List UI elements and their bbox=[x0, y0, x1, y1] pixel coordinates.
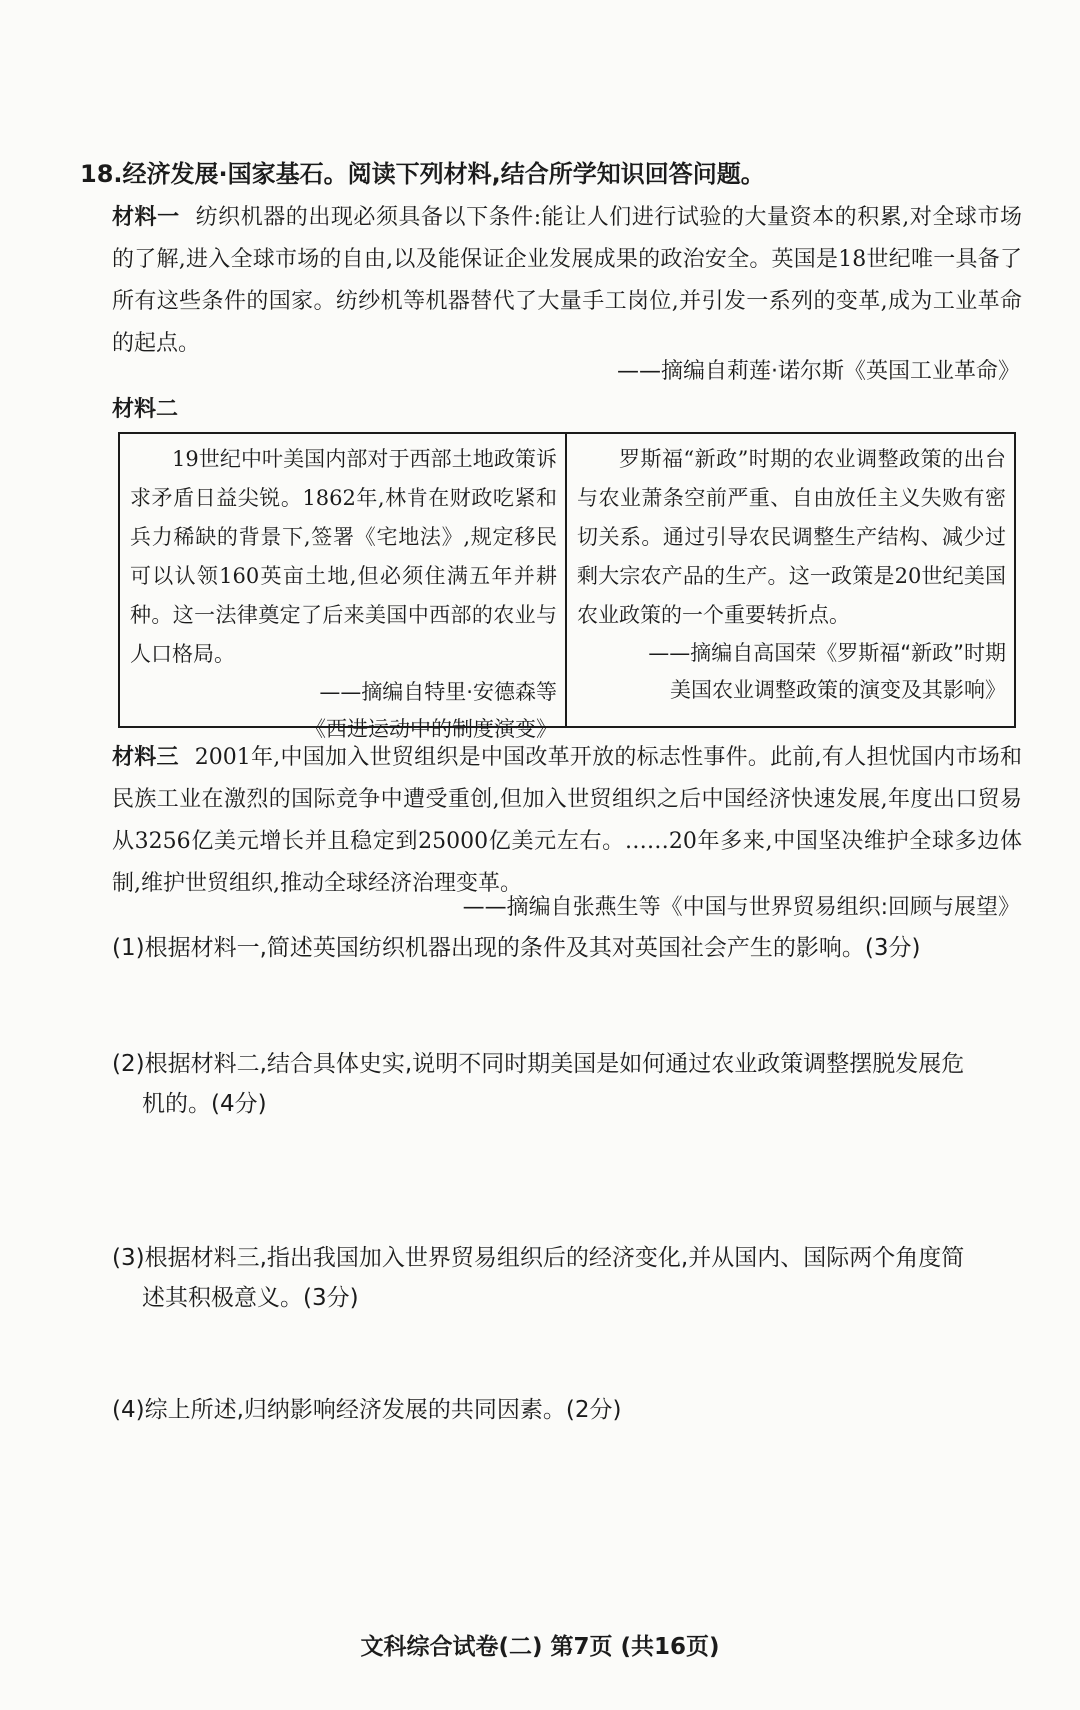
material-three-source: ——摘编自张燕生等《中国与世界贸易组织:回顾与展望》 bbox=[462, 895, 1020, 920]
subquestion-3-line1: (3)根据材料三,指出我国加入世界贸易组织后的经济变化,并从国内、国际两个角度简 bbox=[112, 1245, 965, 1271]
question-title: 18.经济发展·国家基石。阅读下列材料,结合所学知识回答问题。 bbox=[80, 160, 765, 188]
material-three-text: 2001年,中国加入世贸组织是中国改革开放的标志性事件。此前,有人担忧国内市场和民族工业在激烈的国际竞争中遭受重创,但加入世贸组织之后中国经济快速发展,年度出口贸易从3256亿美元增长并且稳定到25000亿美元左右。……20年多来,中国坚决维护全球多边体制,维护世贸组织,推动全球经济治理变革。 bbox=[112, 745, 1022, 896]
material-two-right-source-line2: 美国农业调整政策的演变及其影响》 bbox=[670, 678, 1006, 702]
material-two-right-cell bbox=[567, 434, 1014, 726]
material-two-right-source-line1: ——摘编自高国荣《罗斯福“新政”时期 bbox=[648, 641, 1006, 665]
subquestion-1: (1)根据材料一,简述英国纺织机器出现的条件及其对英国社会产生的影响。(3分) bbox=[112, 935, 921, 961]
subquestion-3-line2: 述其积极意义。(3分) bbox=[142, 1285, 359, 1311]
material-two-left-cell bbox=[120, 434, 567, 741]
subquestion-2 bbox=[112, 1044, 1022, 1124]
material-one-source: ——摘编自莉莲·诺尔斯《英国工业革命》 bbox=[617, 359, 1020, 384]
material-one-text: 纺织机器的出现必须具备以下条件:能让人们进行试验的大量资本的积累,对全球市场的了解,进入全球市场的自由,以及能保证企业发展成果的政治安全。英国是18世纪唯一具备了所有这些条件的国家。纺纱机等机器替代了大量手工岗位,并引发一系列的变革,成为工业革命的起点。 bbox=[112, 205, 1022, 356]
material-three bbox=[112, 737, 1022, 905]
subquestion-2-line1: (2)根据材料二,结合具体史实,说明不同时期美国是如何通过农业政策调整摆脱发展危 bbox=[112, 1051, 965, 1077]
subquestion-2-line2: 机的。(4分) bbox=[142, 1091, 267, 1117]
material-three-label: 材料三 bbox=[112, 745, 179, 770]
material-two-left-source-line2: 《西进运动中的制度演变》 bbox=[305, 717, 557, 741]
material-two-left-text: 19世纪中叶美国内部对于西部土地政策诉求矛盾日益尖锐。1862年,林肯在财政吃紧和兵力稀缺的背景下,签署《宅地法》,规定移民可以认领160英亩土地,但必须住满五年并耕种。这一法律奠定了后来美国中西部的农业与人口格局。 bbox=[130, 447, 557, 666]
material-two-left-source-line1: ——摘编自特里·安德森等 bbox=[319, 680, 557, 704]
material-two-label: 材料二 bbox=[112, 397, 179, 422]
material-one-label: 材料一 bbox=[112, 205, 180, 230]
material-one bbox=[112, 197, 1022, 365]
material-two-right-text: 罗斯福“新政”时期的农业调整政策的出台与农业萧条空前严重、自由放任主义失败有密切关系。通过引导农民调整生产结构、减少过剩大宗农产品的生产。这一政策是20世纪美国农业政策的一个重要转折点。 bbox=[577, 447, 1006, 627]
subquestion-3 bbox=[112, 1238, 1022, 1318]
page-footer: 文科综合试卷(二) 第7页 (共16页) bbox=[360, 1634, 720, 1660]
material-two-table bbox=[118, 432, 1016, 741]
subquestion-4: (4)综上所述,归纳影响经济发展的共同因素。(2分) bbox=[112, 1397, 622, 1423]
